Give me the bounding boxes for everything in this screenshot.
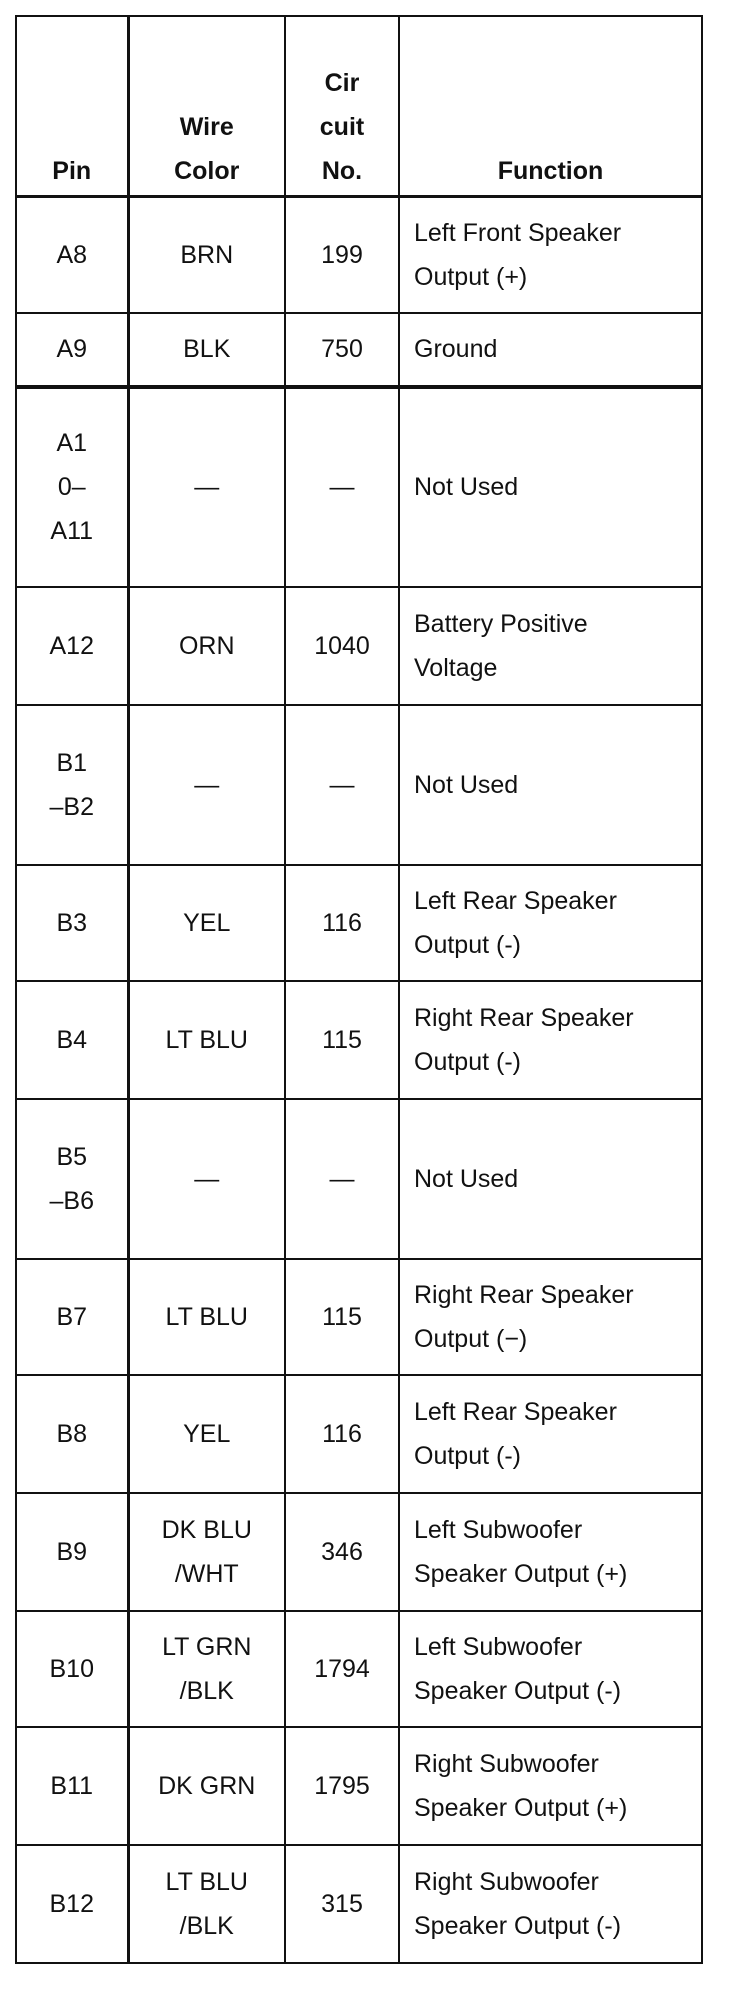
function-text: Speaker Output (-): [414, 1676, 622, 1705]
wire-color-text: BRN: [180, 240, 234, 269]
function-text: Right Rear Speaker: [414, 1280, 634, 1309]
pin-text: A9: [56, 335, 88, 363]
function-text: Right Rear Speaker: [414, 1003, 634, 1032]
function-text: Left Rear Speaker: [414, 1397, 617, 1426]
table-row: [16, 1611, 702, 1727]
header-circuit-line: Cir: [324, 69, 360, 97]
cell-function: [399, 1493, 702, 1611]
circuit-number-text: 199: [321, 240, 363, 269]
wire-color-text: —: [194, 770, 220, 799]
table-row: [16, 1099, 702, 1259]
circuit-number-text: 315: [321, 1889, 363, 1918]
cell-pin: [16, 197, 128, 313]
table-row: [16, 1259, 702, 1375]
cell-circuit-number: [285, 1611, 399, 1727]
function-text: Not Used: [414, 1164, 519, 1193]
pin-text: B11: [50, 1771, 94, 1800]
function-text: Left Front Speaker: [414, 218, 622, 247]
cell-function: [399, 313, 702, 387]
header-pin: Pin: [16, 16, 128, 197]
cell-wire-color: [128, 1259, 285, 1375]
cell-wire-color: [128, 1375, 285, 1493]
cell-circuit-number: [285, 197, 399, 313]
cell-pin: [16, 705, 128, 865]
header-wire-color-line: Color: [174, 157, 240, 185]
circuit-number-text: 116: [322, 908, 362, 937]
table-row: [16, 1493, 702, 1611]
pin-text: –B2: [49, 792, 94, 821]
wire-color-text: ORN: [178, 631, 235, 660]
wire-color-text: LT BLU: [165, 1025, 248, 1054]
cell-circuit-number: [285, 705, 399, 865]
cell-function: [399, 1259, 702, 1375]
header-circuit-number: [285, 16, 399, 197]
circuit-number-text: 1040: [314, 631, 370, 660]
pin-text: B5: [56, 1142, 88, 1171]
function-text: Output (-): [414, 1441, 521, 1470]
cell-pin: [16, 981, 128, 1099]
cell-function: [399, 197, 702, 313]
wire-color-text: LT BLU: [165, 1867, 248, 1896]
cell-circuit-number: [285, 313, 399, 387]
cell-circuit-number: [285, 1099, 399, 1259]
table-row: [16, 387, 702, 587]
cell-function: [399, 1099, 702, 1259]
cell-pin: [16, 1727, 128, 1845]
cell-wire-color: [128, 1611, 285, 1727]
circuit-number-text: —: [329, 770, 355, 799]
function-text: Ground: [414, 335, 498, 363]
header-wire-color-line: Wire: [179, 113, 234, 141]
cell-wire-color: [128, 1099, 285, 1259]
pin-text: A11: [50, 517, 94, 545]
cell-pin: [16, 1375, 128, 1493]
pin-text: B10: [49, 1654, 94, 1683]
wire-color-text: BLK: [183, 335, 231, 363]
table-row: [16, 1845, 702, 1963]
circuit-number-text: —: [329, 473, 355, 501]
function-text: Left Subwoofer: [414, 1515, 583, 1544]
cell-circuit-number: [285, 387, 399, 587]
cell-circuit-number: [285, 1259, 399, 1375]
cell-function: [399, 981, 702, 1099]
cell-wire-color: [128, 981, 285, 1099]
circuit-number-text: —: [329, 1164, 355, 1193]
wire-color-text: /WHT: [174, 1559, 239, 1588]
table-row: [16, 705, 702, 865]
table-row: [16, 1727, 702, 1845]
wire-color-text: LT GRN: [162, 1632, 252, 1661]
wire-color-text: YEL: [183, 908, 231, 937]
header-circuit-line: cuit: [319, 113, 365, 141]
function-text: Speaker Output (+): [414, 1793, 628, 1822]
table-row: [16, 1375, 702, 1493]
cell-circuit-number: [285, 1845, 399, 1963]
function-text: Left Subwoofer: [414, 1632, 583, 1661]
pin-text: A1: [56, 429, 88, 457]
cell-function: [399, 387, 702, 587]
pin-text: A8: [56, 240, 88, 269]
circuit-number-text: 115: [322, 1302, 362, 1331]
cell-wire-color: [128, 1493, 285, 1611]
cell-pin: [16, 387, 128, 587]
cell-pin: [16, 1259, 128, 1375]
header-wire-color: [128, 16, 285, 197]
pin-text: A12: [49, 631, 94, 660]
wire-color-text: DK BLU: [161, 1515, 252, 1544]
cell-wire-color: [128, 587, 285, 705]
cell-wire-color: [128, 1845, 285, 1963]
function-text: Battery Positive: [414, 609, 588, 638]
pin-text: B4: [56, 1025, 88, 1054]
function-text: Not Used: [414, 473, 519, 501]
circuit-number-text: 115: [322, 1025, 362, 1054]
pin-text: 0–: [57, 473, 86, 501]
cell-circuit-number: [285, 1493, 399, 1611]
circuit-number-text: 346: [321, 1537, 363, 1566]
table-row: [16, 981, 702, 1099]
wire-color-text: —: [194, 473, 220, 501]
table-header: [16, 16, 702, 197]
cell-function: [399, 1375, 702, 1493]
function-text: Output (-): [414, 930, 521, 959]
cell-pin: [16, 1845, 128, 1963]
wire-color-text: —: [194, 1164, 220, 1193]
cell-pin: [16, 587, 128, 705]
function-text: Speaker Output (+): [414, 1559, 628, 1588]
pin-text: B7: [56, 1302, 88, 1331]
function-text: Output (-): [414, 1047, 521, 1076]
circuit-number-text: 750: [321, 335, 363, 363]
wire-color-text: LT BLU: [165, 1302, 248, 1331]
function-text: Not Used: [414, 770, 519, 799]
circuit-number-text: 116: [322, 1419, 362, 1448]
wire-color-text: YEL: [183, 1419, 231, 1448]
function-text: Output (+): [414, 262, 528, 291]
header-row: [16, 16, 702, 197]
cell-circuit-number: [285, 1727, 399, 1845]
table-row: [16, 197, 702, 313]
pin-text: B9: [56, 1537, 88, 1566]
cell-pin: [16, 313, 128, 387]
wire-color-text: DK GRN: [158, 1771, 256, 1800]
cell-circuit-number: [285, 981, 399, 1099]
pin-text: B3: [56, 908, 88, 937]
function-text: Voltage: [414, 653, 498, 682]
cell-wire-color: [128, 865, 285, 981]
cell-wire-color: [128, 387, 285, 587]
pin-text: B8: [56, 1419, 88, 1448]
cell-pin: [16, 1099, 128, 1259]
table-row: [16, 865, 702, 981]
cell-function: [399, 1845, 702, 1963]
wire-color-text: /BLK: [179, 1676, 234, 1705]
function-text: Speaker Output (-): [414, 1911, 622, 1940]
circuit-number-text: 1794: [314, 1654, 370, 1683]
table-row: [16, 587, 702, 705]
header-circuit-line: No.: [321, 157, 363, 185]
cell-function: [399, 865, 702, 981]
cell-wire-color: [128, 313, 285, 387]
function-text: Right Subwoofer: [414, 1749, 599, 1778]
cell-function: [399, 705, 702, 865]
cell-circuit-number: [285, 587, 399, 705]
wire-color-text: /BLK: [179, 1911, 234, 1940]
header-function: Function: [399, 16, 702, 197]
cell-wire-color: [128, 197, 285, 313]
cell-function: [399, 587, 702, 705]
table-body: [16, 197, 702, 1963]
cell-pin: [16, 1493, 128, 1611]
cell-function: [399, 1727, 702, 1845]
cell-pin: [16, 1611, 128, 1727]
function-text: Right Subwoofer: [414, 1867, 599, 1896]
pin-text: B1: [56, 748, 88, 777]
cell-wire-color: [128, 705, 285, 865]
pin-text: –B6: [49, 1186, 94, 1215]
pin-text: B12: [49, 1889, 94, 1918]
cell-circuit-number: [285, 865, 399, 981]
cell-function: [399, 1611, 702, 1727]
cell-pin: [16, 865, 128, 981]
circuit-number-text: 1795: [314, 1771, 370, 1800]
function-text: Output (−): [414, 1324, 528, 1353]
cell-circuit-number: [285, 1375, 399, 1493]
function-text: Left Rear Speaker: [414, 886, 617, 915]
cell-wire-color: [128, 1727, 285, 1845]
table-row: [16, 313, 702, 387]
connector-pinout-table: [15, 15, 703, 1964]
